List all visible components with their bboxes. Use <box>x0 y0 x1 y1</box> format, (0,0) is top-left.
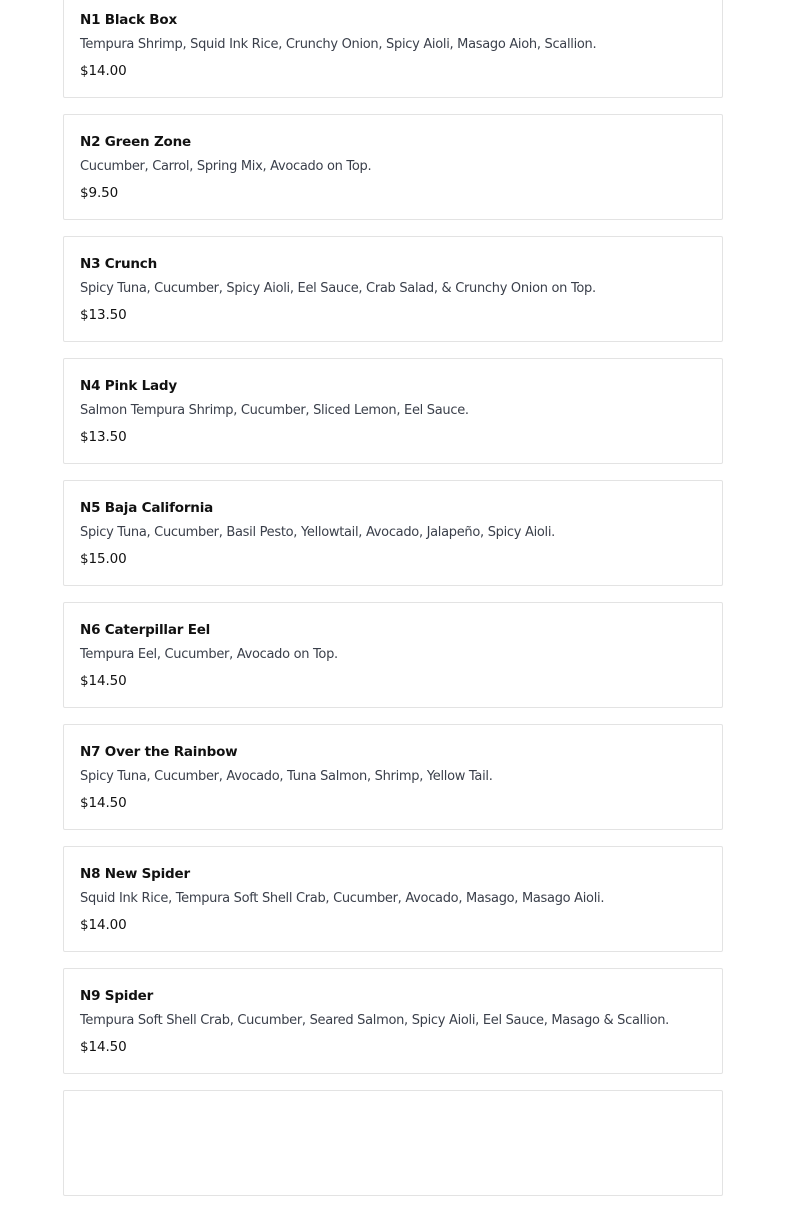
menu-item-description: Spicy Tuna, Cucumber, Spicy Aioli, Eel Sauce, Crab Salad, & Crunchy Onion on Top. <box>80 281 596 296</box>
menu-item-card[interactable] <box>63 236 723 342</box>
menu-item-card[interactable] <box>63 846 723 952</box>
menu-item-description: Tempura Eel, Cucumber, Avocado on Top. <box>80 647 338 662</box>
menu-item-card[interactable] <box>63 0 723 98</box>
menu-item-description: Squid Ink Rice, Tempura Soft Shell Crab, Cucumber, Avocado, Masago, Masago Aioli. <box>80 891 605 906</box>
menu-item-name: N9 Spider <box>80 988 154 1004</box>
menu-item-card[interactable] <box>63 724 723 830</box>
menu-item-card[interactable] <box>63 114 723 220</box>
menu-item-price: $14.50 <box>80 1039 127 1055</box>
menu-item-name <box>80 1107 706 1129</box>
menu-item-description: Cucumber, Carrol, Spring Mix, Avocado on Top. <box>80 159 372 174</box>
menu-item-card[interactable] <box>63 480 723 586</box>
menu-item-name: N2 Green Zone <box>80 134 191 150</box>
menu-item-description <box>80 1129 706 1157</box>
menu-item-price: $14.00 <box>80 63 127 79</box>
menu-item-name: N1 Black Box <box>80 12 177 28</box>
menu-item-name: N3 Crunch <box>80 256 157 272</box>
menu-item-name: N6 Caterpillar Eel <box>80 622 211 638</box>
menu-item-description: Tempura Shrimp, Squid Ink Rice, Crunchy Onion, Spicy Aioli, Masago Aioh, Scallion. <box>80 37 597 52</box>
menu-item-price <box>80 1157 706 1181</box>
menu-item-price: $14.50 <box>80 673 127 689</box>
menu-item-card[interactable] <box>63 602 723 708</box>
menu-item-price: $14.00 <box>80 917 127 933</box>
menu-item-name: N4 Pink Lady <box>80 378 177 394</box>
menu-item-description: Tempura Soft Shell Crab, Cucumber, Seared Salmon, Spicy Aioli, Eel Sauce, Masago & Scallion. <box>80 1013 670 1028</box>
menu-item-price: $9.50 <box>80 185 119 201</box>
menu-item-card[interactable] <box>63 1090 723 1196</box>
menu-item-list <box>63 0 723 1212</box>
menu-item-description: Salmon Tempura Shrimp, Cucumber, Sliced Lemon, Eel Sauce. <box>80 403 469 418</box>
menu-item-name: N5 Baja California <box>80 500 214 516</box>
menu-item-card[interactable] <box>63 968 723 1074</box>
menu-item-card[interactable] <box>63 358 723 464</box>
menu-item-description: Spicy Tuna, Cucumber, Avocado, Tuna Salmon, Shrimp, Yellow Tail. <box>80 769 493 784</box>
menu-item-price: $13.50 <box>80 429 127 445</box>
menu-item-price: $13.50 <box>80 307 127 323</box>
menu-item-price: $14.50 <box>80 795 127 811</box>
menu-item-price: $15.00 <box>80 551 127 567</box>
menu-item-name: N7 Over the Rainbow <box>80 744 238 760</box>
menu-item-name: N8 New Spider <box>80 866 190 882</box>
menu-item-description: Spicy Tuna, Cucumber, Basil Pesto, Yellowtail, Avocado, Jalapeño, Spicy Aioli. <box>80 525 555 540</box>
